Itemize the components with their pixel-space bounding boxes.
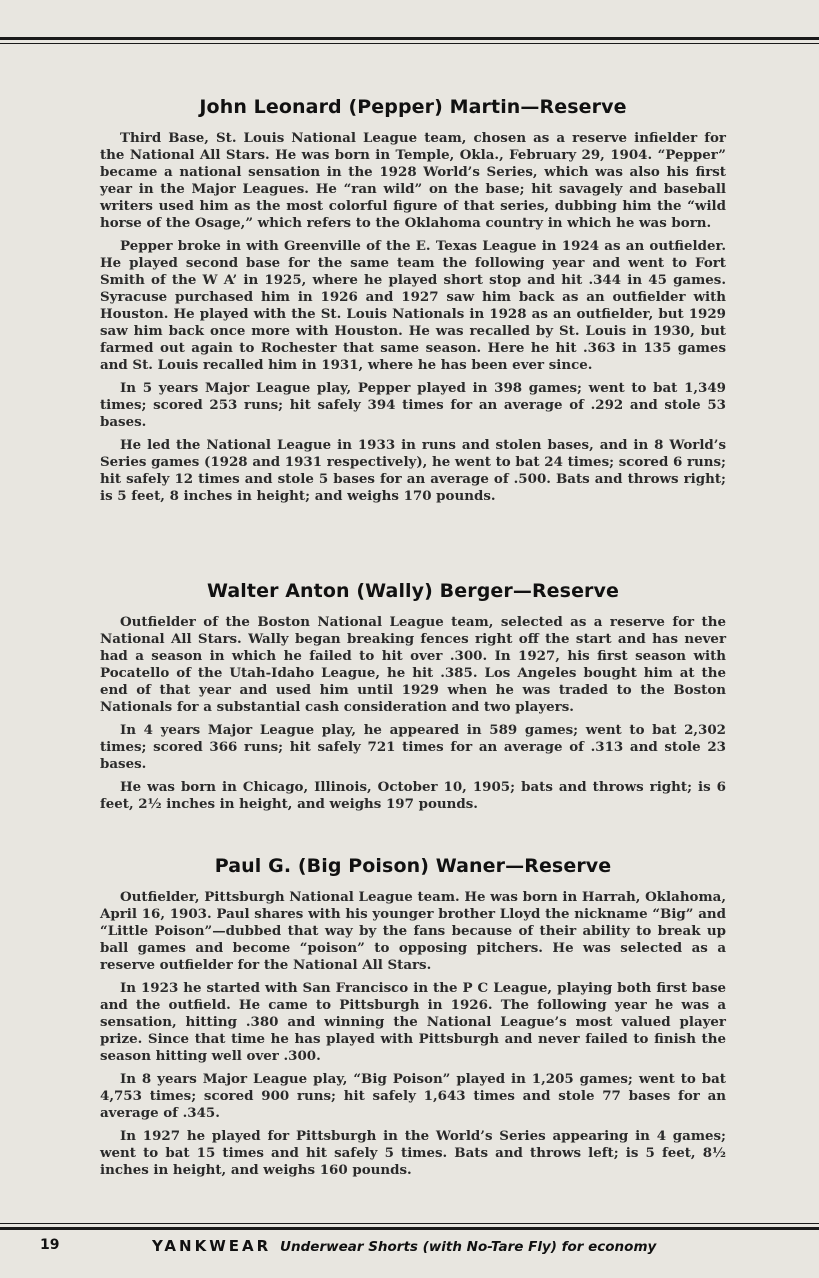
- footer-brand: YANKWEAR: [152, 1237, 272, 1255]
- paragraph: In 4 years Major League play, he appeared in 589 games; went to bat 2,302 times; scored 366 runs; hit safely 721 times for an average of .313 and stole 23 bases.: [100, 722, 726, 772]
- paragraph: Third Base, St. Louis National League team, chosen as a reserve infielder for the National All Stars. He was born in Temple, Okla., February 29, 1904. “Pepper” became a national sensation in the 1928 World’s Series, which was also his first year in the Major Leagues. He “ran wild” on the base; hit savagely and baseball writers used him as the most colorful figure of that series, dubbing him the “wild horse of the Osage,” which refers to the Oklahoma country in which he was born.: [100, 130, 726, 231]
- footer-advertisement: [152, 1237, 656, 1255]
- paragraph: In 1927 he played for Pittsburgh in the World’s Series appearing in 4 games; went to bat 15 times and hit safely 5 times. Bats and throws left; is 5 feet, 8½ inches in height, and weighs 160 pounds.: [100, 1128, 726, 1178]
- paragraph: In 1923 he started with San Francisco in the P C League, playing both first base and the outfield. He came to Pittsburgh in 1926. The following year he was a sensation, hitting .380 and winning the National League’s most valued player prize. Since that time he has played with Pittsburgh and never failed to finish the season hitting well over .300.: [100, 980, 726, 1064]
- paragraph: Pepper broke in with Greenville of the E. Texas League in 1924 as an outfielder. He played second base for the same team the following year and went to Fort Smith of the W A’ in 1925, where he played short stop and hit .344 in 45 games. Syracuse purchased him in 1926 and 1927 saw him back as an outfielder with Houston. He played with the St. Louis Nationals in 1928 as an outfielder, but 1929 saw him back once more with Houston. He was recalled by St. Louis in 1930, but farmed out again to Rochester that same season. Here he hit .363 in 135 games and St. Louis recalled him in 1931, where he has been ever since.: [100, 238, 726, 373]
- bio-section-waner: [100, 855, 726, 1185]
- section-title: Walter Anton (Wally) Berger—Reserve: [206, 580, 620, 602]
- page-number: 19: [40, 1237, 60, 1253]
- section-title: Paul G. (Big Poison) Waner—Reserve: [214, 855, 612, 877]
- paragraph: Outfielder of the Boston National League team, selected as a reserve for the National All Stars. Wally began breaking fences right off the start and has never had a season in which he failed to hit over .300. In 1927, his first season with Pocatello of the Utah-Idaho League, he hit .385. Los Angeles bought him at the end of that year and used him until 1929 when he was traded to the Boston Nationals for a substantial cash consideration and two players.: [100, 614, 726, 715]
- paragraph: Outfielder, Pittsburgh National League team. He was born in Harrah, Oklahoma, April 16, 1903. Paul shares with his younger brother Lloyd the nickname “Big” and “Little Poison”—dubbed that way by the fans because of their ability to break up ball games and become “poison” to opposing pitchers. He was selected as a reserve outfielder for the National All Stars.: [100, 889, 726, 973]
- bio-section-martin: [100, 96, 726, 511]
- top-rule: [0, 37, 819, 44]
- section-title: John Leonard (Pepper) Martin—Reserve: [199, 96, 627, 118]
- bio-section-berger: [100, 580, 726, 819]
- paragraph: In 5 years Major League play, Pepper played in 398 games; went to bat 1,349 times; scored 253 runs; hit safely 394 times for an average of .292 and stole 53 bases.: [100, 380, 726, 430]
- paragraph: He led the National League in 1933 in runs and stolen bases, and in 8 World’s Series games (1928 and 1931 respectively), he went to bat 24 times; scored 6 runs; hit safely 12 times and stole 5 bases for an average of .500. Bats and throws right; is 5 feet, 8 inches in height; and weighs 170 pounds.: [100, 437, 726, 504]
- paragraph: He was born in Chicago, Illinois, October 10, 1905; bats and throws right; is 6 feet, 2½ inches in height, and weighs 197 pounds.: [100, 779, 726, 812]
- paragraph: In 8 years Major League play, “Big Poison” played in 1,205 games; went to bat 4,753 times; scored 900 runs; hit safely 1,643 times and stole 77 bases for an average of .345.: [100, 1071, 726, 1121]
- bottom-rule: [0, 1223, 819, 1230]
- footer-tagline: Underwear Shorts (with No-Tare Fly) for economy: [280, 1239, 657, 1255]
